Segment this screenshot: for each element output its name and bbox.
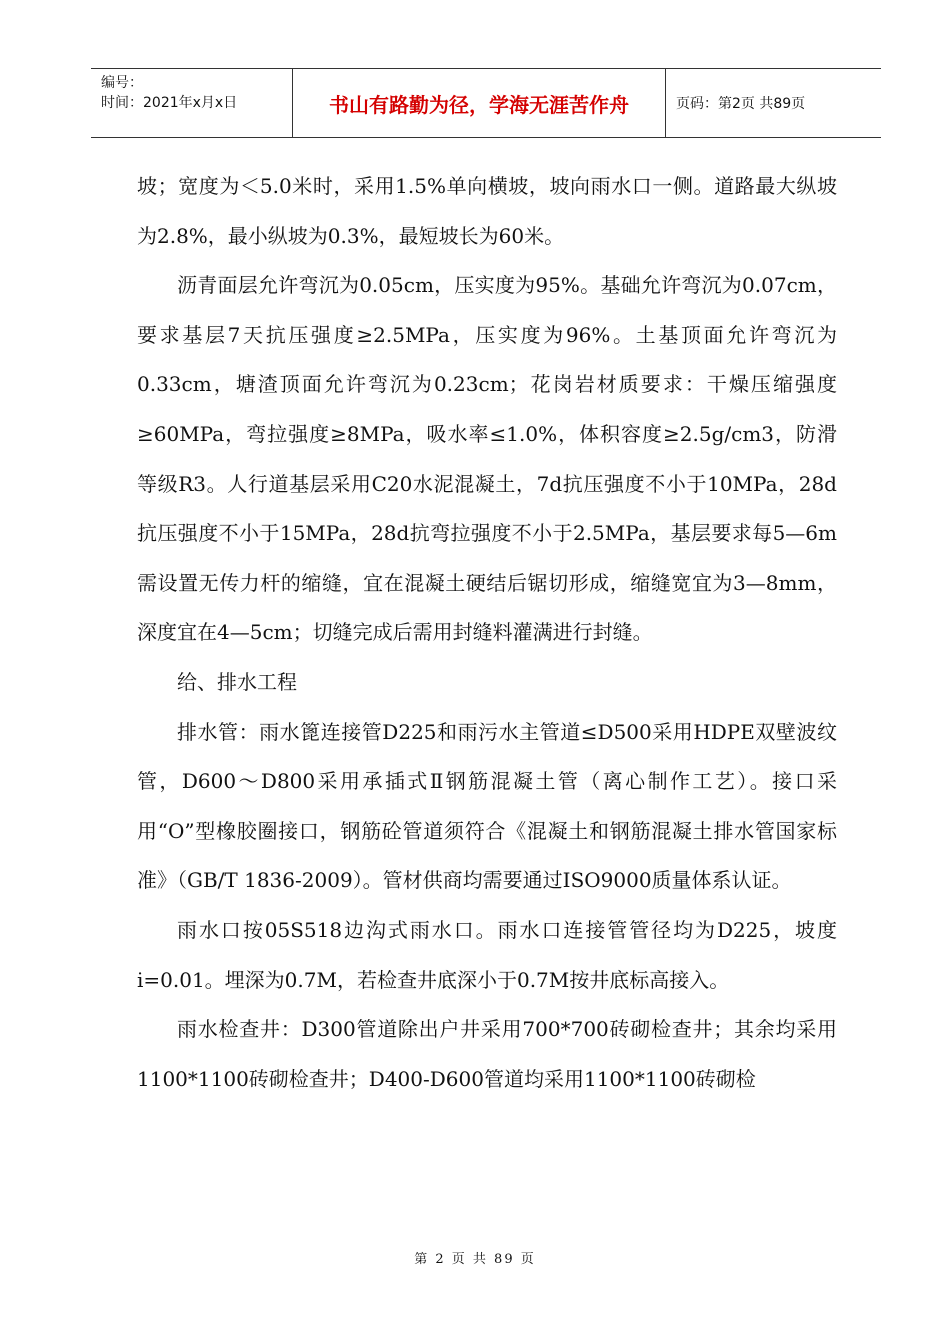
- document-body: [137, 162, 837, 1104]
- header-motto: 书山有路勤为径，学海无涯苦作舟: [293, 69, 666, 137]
- time-label: 时间：2021年x月x日: [101, 95, 238, 111]
- paragraph: 坡；宽度为＜5.0米时，采用1.5%单向横坡，坡向雨水口一侧。道路最大纵坡为2.8%，最小纵坡为0.3%，最短坡长为60米。: [137, 174, 837, 248]
- paragraph: 排水管：雨水篦连接管D225和雨污水主管道≤D500采用HDPE双壁波纹管，D600～D800采用承插式Ⅱ钢筋混凝土管（离心制作工艺）。接口采用“O”型橡胶圈接口，钢筋砼管道须符合《混凝土和钢筋混凝土排水管国家标准》（GB/T 1836-2009）。管材供商均需要通过ISO9000质量体系认证。: [137, 719, 837, 893]
- paragraph: 沥青面层允许弯沉为0.05cm，压实度为95%。基础允许弯沉为0.07cm，要求基层7天抗压强度≥2.5MPa，压实度为96%。土基顶面允许弯沉为0.33cm，塘渣顶面允许弯沉为0.23cm；花岗岩材质要求：干燥压缩强度≥60MPa，弯拉强度≥8MPa，吸水率≤1.0%，体积容度≥2.5g/cm3，防滑等级R3。人行道基层采用C20水泥混凝土，7d抗压强度不小于10MPa，28d抗压强度不小于15MPa，28d抗弯拉强度不小于2.5MPa，基层要求每5—6m需设置无传力杆的缩缝，宜在混凝土硬结后锯切形成，缩缝宽宜为3—8mm，深度宜在4—5cm；切缝完成后需用封缝料灌满进行封缝。: [137, 273, 837, 645]
- header-meta: [91, 69, 293, 137]
- page-header: [91, 68, 881, 138]
- header-page-code: 页码：第2页 共89页: [676, 96, 806, 112]
- page-footer: 第 2 页 共 89 页: [414, 1252, 536, 1267]
- paragraph: 雨水口按05S518边沟式雨水口。雨水口连接管管径均为D225，坡度i=0.01。埋深为0.7M，若检查井底深小于0.7M按井底标高接入。: [137, 917, 837, 992]
- number-label: 编号：: [101, 75, 143, 91]
- paragraph: 雨水检查井：D300管道除出户井采用700*700砖砌检查井；其余均采用1100*1100砖砌检查井；D400-D600管道均采用1100*1100砖砌检: [137, 1017, 837, 1091]
- section-heading: 给、排水工程: [177, 669, 297, 694]
